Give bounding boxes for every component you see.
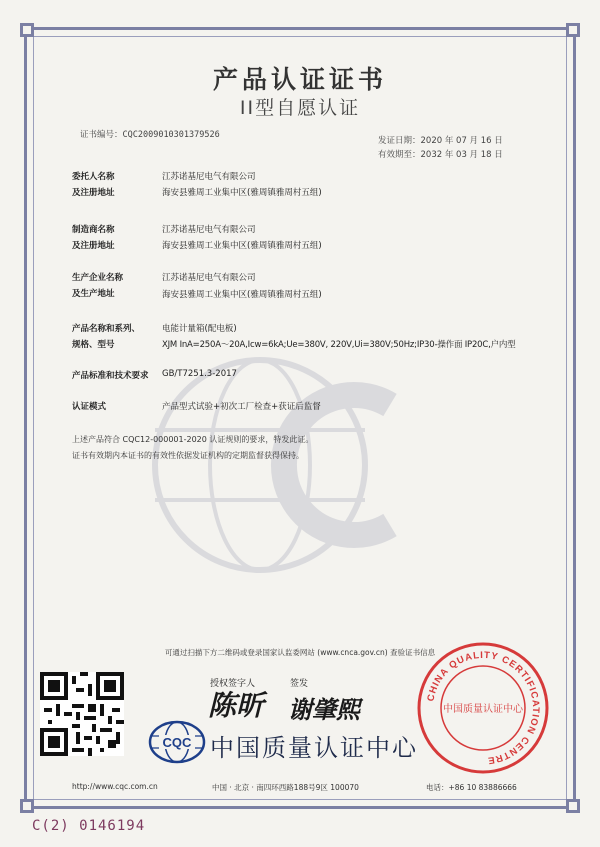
corner-ornament: [20, 23, 34, 37]
dates-block: [378, 134, 503, 162]
cqc-globe-watermark: [120, 345, 480, 585]
field-value: 海安县雅周工业集中区(雅周镇雅周村五组): [162, 290, 322, 300]
validity-note: 证书有效期内本证书的有效性依据发证机构的定期监督获得保持。: [72, 451, 304, 460]
field-label: 制造商名称: [72, 225, 115, 235]
certification-center-name: 中国质量认证中心: [210, 734, 418, 762]
field-value: 江苏诺基尼电气有限公司: [162, 273, 256, 283]
field-value: XJM InA=250A～20A,Icw=6kA;Ue=380V, 220V,Ui=380V;50Hz;IP30-操作面 IP20C,户内型: [162, 340, 516, 350]
field-value: 江苏诺基尼电气有限公司: [162, 225, 256, 235]
compliance-note: 上述产品符合 CQC12-000001-2020 认证规则的要求，特发此证。: [72, 435, 314, 444]
field-label: 及生产地址: [72, 289, 115, 299]
field-label: 委托人名称: [72, 172, 115, 182]
official-seal: [415, 640, 551, 776]
corner-ornament: [566, 23, 580, 37]
certificate-number: 证书编号：CQC2009010301379526: [80, 130, 220, 140]
field-label: 产品名称和系列、: [72, 324, 141, 334]
serial-number: C(2) 0146194: [32, 818, 146, 834]
issuer-signature: 谢肇熙: [288, 695, 360, 724]
issue-date: 发证日期：2020 年 07 月 16 日: [378, 136, 503, 146]
cqc-logo: [148, 720, 206, 764]
issuer-label: 签发: [290, 679, 309, 689]
corner-ornament: [20, 799, 34, 813]
qr-code[interactable]: [40, 672, 124, 756]
field-value: 海安县雅周工业集中区(雅周镇雅周村五组): [162, 188, 322, 198]
logo-text: CQC: [162, 735, 192, 750]
field-label: 及注册地址: [72, 188, 115, 198]
field-label: 及注册地址: [72, 241, 115, 251]
seal-outer-text: CHINA QUALITY CERTIFICATION CENTRE: [425, 649, 542, 766]
website-link[interactable]: http://www.cqc.com.cn: [72, 782, 158, 791]
standard-label: 产品标准和技术要求: [72, 371, 149, 381]
authorized-signature: 陈昕: [208, 689, 265, 722]
field-label: 生产企业名称: [72, 273, 124, 283]
standard-value: GB/T7251.3-2017: [162, 369, 237, 379]
field-label: 规格、型号: [72, 340, 115, 350]
certificate-title: 产品认证证书: [212, 65, 387, 94]
expiry-date: 有效期至：2032 年 03 月 18 日: [378, 150, 503, 160]
verify-instructions: 可通过扫描下方二维码或登录国家认监委网站 (www.cnca.gov.cn) 查验证书信息: [164, 648, 436, 657]
field-value: 电能计量箱(配电板): [162, 324, 237, 334]
certificate-subtitle: II型自愿认证: [239, 97, 361, 119]
telephone: 电话：+86 10 83886666: [426, 783, 517, 792]
mode-value: 产品型式试验+初次工厂检查+获证后监督: [162, 402, 321, 412]
field-value: 江苏诺基尼电气有限公司: [162, 172, 256, 182]
signer-label: 授权签字人: [210, 679, 256, 689]
field-value: 海安县雅周工业集中区(雅周镇雅周村五组): [162, 241, 322, 251]
seal-inner-text: 中国质量认证中心: [443, 704, 523, 715]
mode-label: 认证模式: [72, 402, 107, 412]
corner-ornament: [566, 799, 580, 813]
address: 中国 · 北京 · 南四环西路188号9区 100070: [212, 783, 359, 792]
